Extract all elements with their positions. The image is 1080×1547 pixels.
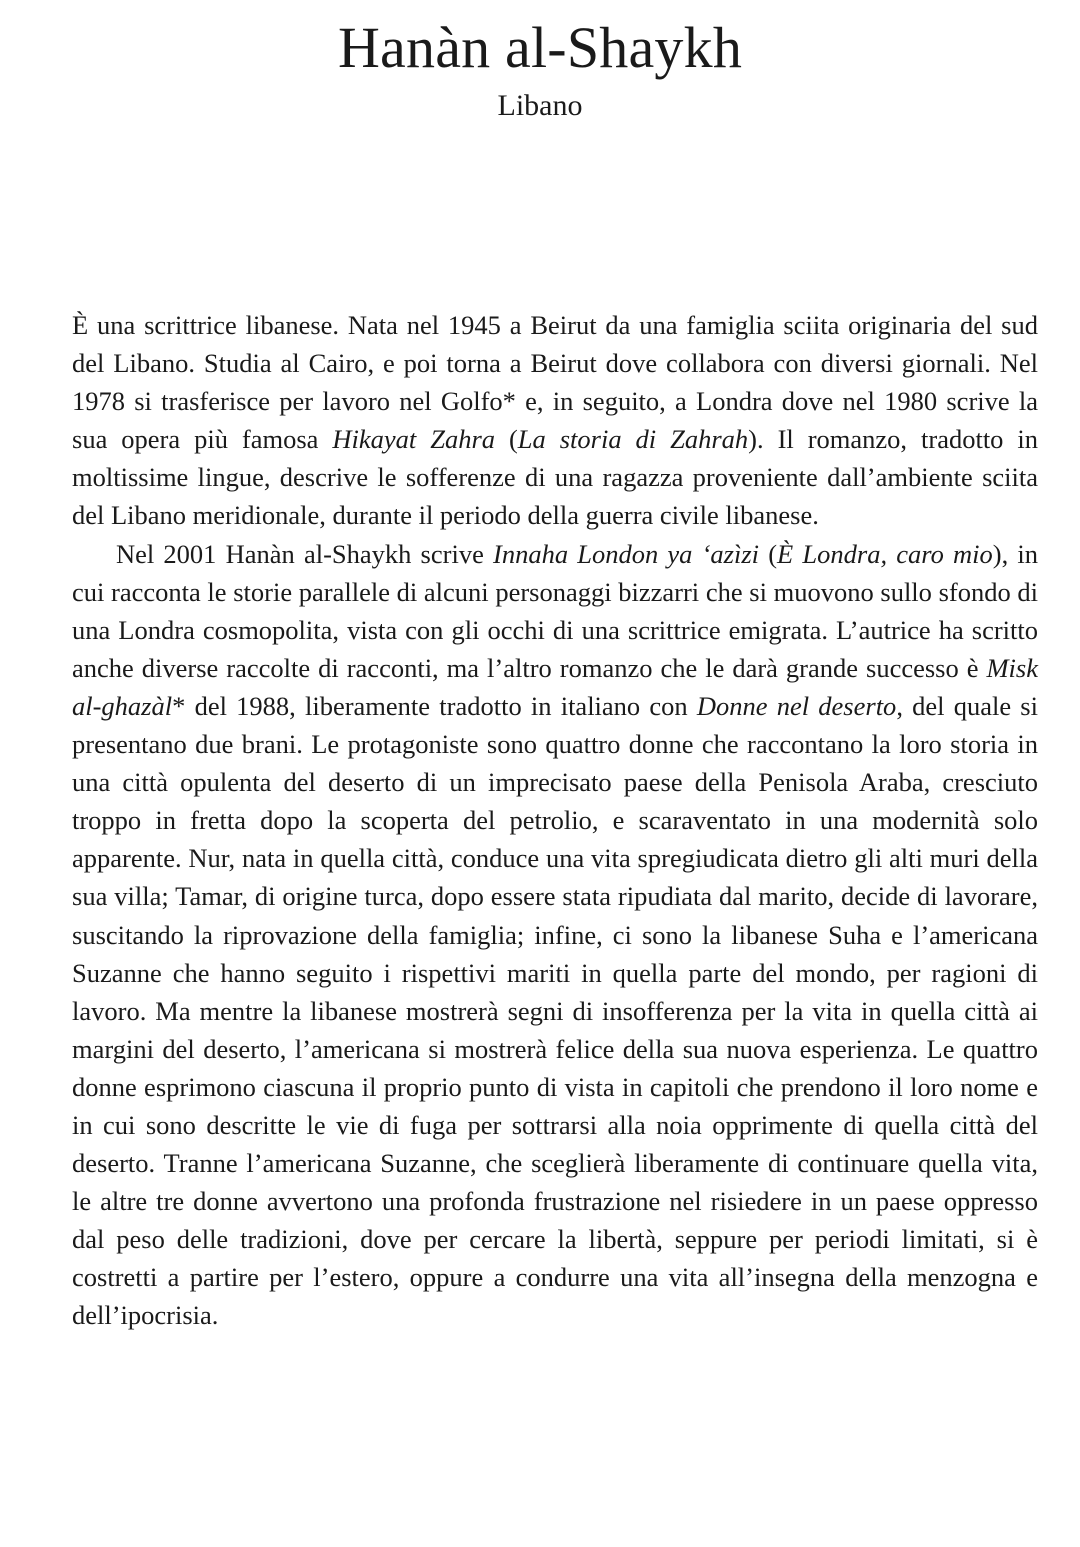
paragraph-1 [72, 306, 1038, 535]
work-title: Hikayat Zahra [332, 424, 496, 455]
author-name: Hanàn al-Shaykh [337, 15, 743, 80]
biography-text [72, 306, 1038, 1335]
paragraph-2 [72, 535, 1038, 1335]
text-run: È una scrittrice libanese. Nata nel 1945 a Beirut da una famiglia sciita originaria del sud del Libano. Studia al Cairo, e poi torna a Beirut dove collabora con diversi giornali. Nel 1978 si trasferisce per lavoro nel Golfo* e, in seguito, a Londra dove nel 1980 scrive la sua opera più famosa [72, 310, 1038, 455]
work-title-translation: La storia di Zahrah [517, 424, 749, 455]
work-title: Innaha London ya ‘azìzi [493, 538, 760, 569]
work-title-translation: È Londra, caro mio [777, 538, 993, 569]
author-country: Libano [497, 89, 583, 122]
work-title-translation: Donne nel deserto [696, 690, 897, 721]
text-run: ). Il romanzo, tradotto in moltissime lingue, descrive le sofferenze di una ragazza proveniente dall’ambiente sciita del Libano meridionale, durante il periodo della guerra civile libanese. [72, 424, 1038, 531]
text-run: Nel 2001 Hanàn al-Shaykh scrive [116, 538, 494, 569]
text-run: , del quale si presentano due brani. Le protagoniste sono quattro donne che raccontano la loro storia in una città opulenta del deserto di un imprecisato paese della Penisola Araba, cresciuto troppo in fretta dopo la scoperta del petrolio, e scaraventato in una modernità solo apparente. Nur, nata in quella città, conduce una vita spregiudicata dietro gli alti muri della sua villa; Tamar, di origine turca, dopo essere stata ripudiata dal marito, decide di lavorare, suscitando la riprovazione della famiglia; infine, ci sono la libanese Suha e l’americana Suzanne che hanno seguito i rispettivi mariti in quella parte del mondo, per ragioni di lavoro. Ma mentre la libanese mostrerà segni di insofferenza per la vita in quella città ai margini del deserto, l’americana si mostrerà felice della sua nuova esperienza. Le quattro donne esprimono ciascuna il proprio punto di vista in capitoli che prendono il loro nome e in cui sono descritte le vie di fuga per sottrarsi alla noia opprimente di quella città del deserto. Tranne l’americana Suzanne, che sceglierà liberamente di continuare quella vita, le altre tre donne avvertono una profonda frustrazione nel risiedere in un paese oppresso dal peso delle tradizioni, dove per cercare la libertà, seppure per periodi limitati, si è costretti a partire per l’estero, oppure a condurre una vita all’insegna della menzogna e dell’ipocrisia. [72, 690, 1038, 1331]
text-run: ( [495, 424, 518, 455]
text-run: ), in cui racconta le storie parallele di alcuni personaggi bizzarri che si muovono sullo sfondo di una Londra cosmopolita, vista con gli occhi di una scrittrice emigrata. L’autrice ha scritto anche diverse raccolte di racconti, ma l’altro romanzo che le darà grande successo è [72, 538, 1038, 683]
work-title: Misk al-ghazàl [72, 652, 1038, 721]
text-run: * del 1988, liberamente tradotto in italiano con [172, 690, 697, 721]
text-run: ( [759, 538, 778, 569]
